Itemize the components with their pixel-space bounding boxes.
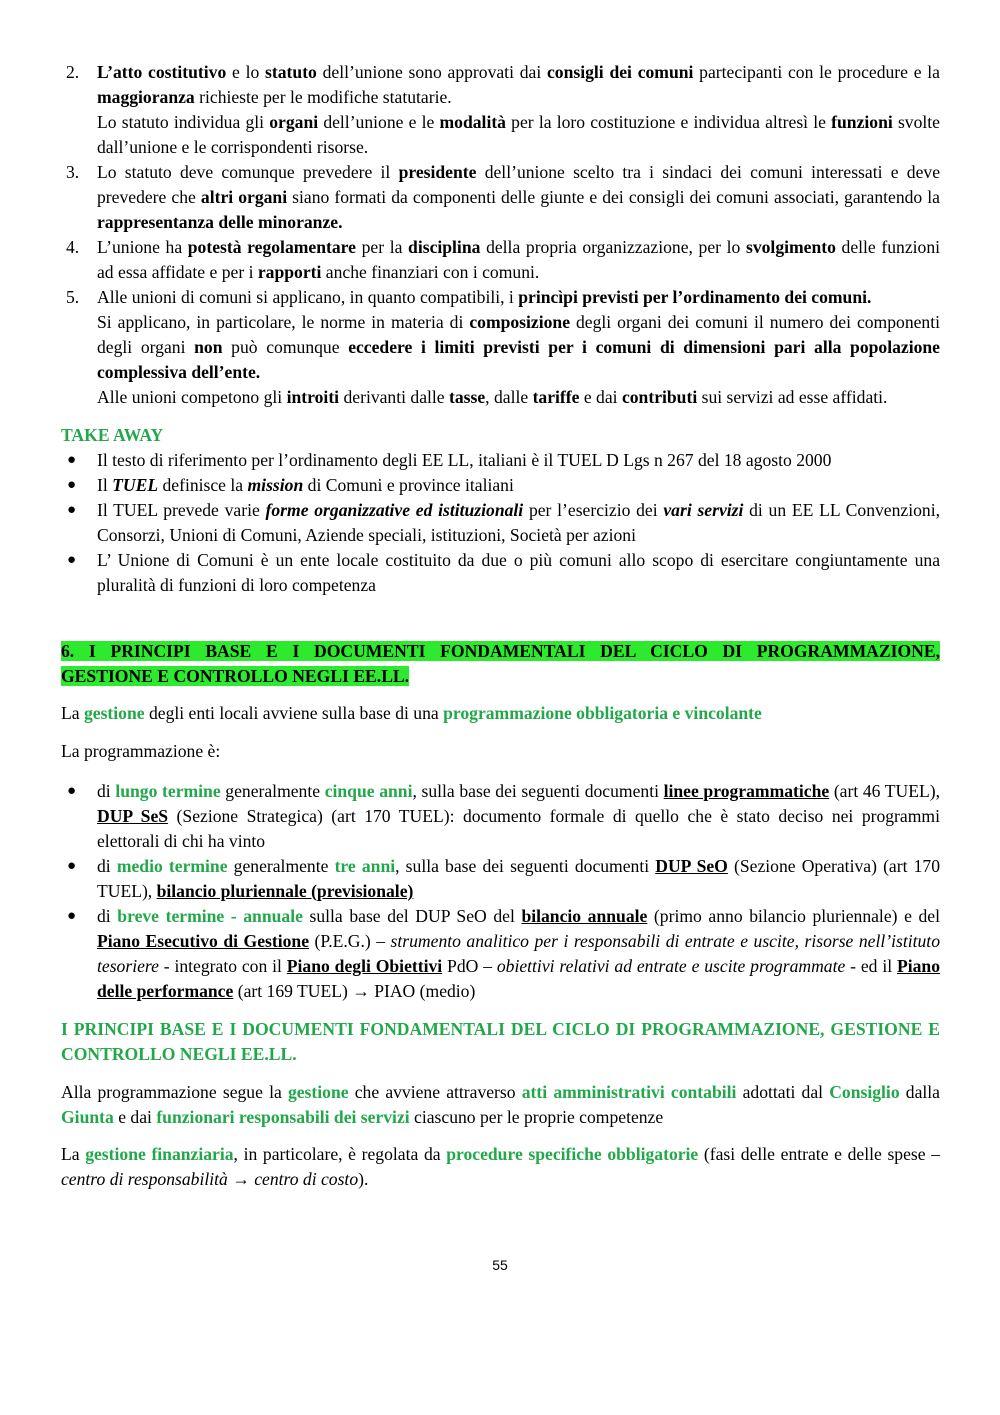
bold-text: princìpi previsti per l’ordinamento dei comuni. <box>518 287 872 307</box>
bold-italic-text: vari servizi <box>663 500 744 520</box>
bullet-icon: ● <box>67 452 77 468</box>
green-emphasis: Giunta <box>61 1107 114 1127</box>
page-body <box>61 60 940 1192</box>
bold-text: contributi <box>621 387 698 407</box>
underlined-term: Piano degli Obiettivi <box>286 956 443 976</box>
bold-italic-text: mission <box>247 475 304 495</box>
bold-text: introiti <box>286 387 340 407</box>
rich-paragraph: Alla programmazione segue la gestione che avviene attraverso atti amministrativi contabili adottati dal Consiglio dalla Giunta e dai funzionari responsabili dei servizi ciascuno per le proprie competenze <box>61 1082 940 1127</box>
bullet-icon: ● <box>67 477 77 493</box>
list-item <box>61 60 940 160</box>
rich-paragraph: Si applicano, in particolare, le norme in materia di composizione degli organi dei comuni il numero dei componenti degli organi non può comunque eccedere i limiti previsti per i comuni di dimensioni pari alla popolazione complessiva dell’ente. <box>97 312 941 382</box>
underlined-term: Piano delle performance <box>97 956 941 1001</box>
green-emphasis: Consiglio <box>829 1082 900 1102</box>
green-emphasis: procedure specifiche obbligatorie <box>446 1144 699 1164</box>
bold-text: modalità <box>439 112 506 132</box>
bold-text: non <box>194 337 223 357</box>
bullet-item <box>61 448 940 473</box>
rich-paragraph: L’atto costitutivo e lo statuto dell’unione sono approvati dai consigli dei comuni partecipanti con le procedure e la maggioranza richieste per le modifiche statutarie. <box>97 62 940 107</box>
rich-paragraph: L’ Unione di Comuni è un ente locale costituito da due o più comuni allo scopo di esercitare congiuntamente una pluralità di funzioni di loro competenza <box>97 550 940 595</box>
rich-paragraph: La gestione degli enti locali avviene sulla base di una programmazione obbligatoria e vincolante <box>61 703 762 723</box>
bold-text: rappresentanza delle minoranze. <box>97 212 343 232</box>
programmazione-label: La programmazione è: <box>61 741 221 761</box>
bold-text: eccedere i limiti previsti per i comuni di dimensioni pari alla popolazione complessiva dell’ente. <box>97 337 940 382</box>
green-emphasis: breve termine - annuale <box>117 906 303 926</box>
section-heading-line: 6. I PRINCIPI BASE E I DOCUMENTI FONDAMENTALI DEL CICLO DI PROGRAMMAZIONE, <box>61 641 940 661</box>
underlined-term: linee programmatiche <box>663 781 830 801</box>
bold-text: altri organi <box>200 187 288 207</box>
bold-text: svolgimento <box>745 237 836 257</box>
bold-italic-text: TUEL <box>112 475 159 495</box>
list-item-number: 2. <box>66 62 80 82</box>
list-item <box>61 285 940 410</box>
italic-text: centro di responsabilità <box>61 1169 228 1189</box>
bullet-item <box>61 548 940 598</box>
italic-text: strumento analitico per i responsabili di entrate e uscite, risorse nell’istituto tesoriere <box>97 931 940 976</box>
list-item-number: 3. <box>66 162 80 182</box>
green-emphasis: tre anni <box>334 856 396 876</box>
green-emphasis: gestione <box>83 703 145 723</box>
takeaway-section <box>61 423 940 598</box>
rich-paragraph: Lo statuto deve comunque prevedere il presidente dell’unione scelto tra i sindaci dei comuni interessati e deve prevedere che altri organi siano formati da componenti delle giunte e dei consigli dei comuni associati, garantendo la rappresentanza delle minoranze. <box>97 162 941 232</box>
rich-paragraph: di breve termine - annuale sulla base del DUP SeO del bilancio annuale (primo anno bilancio pluriennale) e del Piano Esecutivo di Gestione (P.E.G.) – strumento analitico per i responsabili di entrate e uscite, risorse nell’istituto tesoriere - integrato con il Piano degli Obiettivi PdO – obiettivi relativi ad entrate e uscite programmate - ed il Piano delle performance (art 169 TUEL) → PIAO (medio) <box>97 906 941 1001</box>
bold-text: presidente <box>398 162 477 182</box>
list-item <box>61 235 940 285</box>
bold-text: consigli dei comuni <box>546 62 694 82</box>
italic-text: obiettivi relativi ad entrate e uscite programmate <box>496 956 846 976</box>
bullet-icon: ● <box>67 858 77 874</box>
bold-text: funzioni <box>831 112 893 132</box>
rich-paragraph: Alle unioni competono gli introiti derivanti dalle tasse, dalle tariffe e dai contributi sui servizi ad esse affidati. <box>97 387 888 407</box>
bullet-icon: ● <box>67 502 77 518</box>
bullet-item <box>61 854 940 904</box>
bold-text: composizione <box>469 312 571 332</box>
bullet-item <box>61 498 940 548</box>
rich-paragraph: Il TUEL prevede varie forme organizzative ed istituzionali per l’esercizio dei vari servizi di un EE LL Convenzioni, Consorzi, Unioni di Comuni, Aziende speciali, istituzioni, Società per azioni <box>97 500 940 545</box>
underlined-term: DUP SeS <box>97 806 169 826</box>
green-emphasis: cinque anni <box>324 781 413 801</box>
bold-text: maggioranza <box>97 87 195 107</box>
rich-paragraph: Il TUEL definisce la mission di Comuni e province italiani <box>97 475 514 495</box>
takeaway-title: TAKE AWAY <box>61 425 164 445</box>
rich-paragraph: di medio termine generalmente tre anni, sulla base dei seguenti documenti DUP SeO (Sezione Operativa) (art 170 TUEL), bilancio pluriennale (previsionale) <box>97 856 941 901</box>
rich-paragraph: Alle unioni di comuni si applicano, in quanto compatibili, i princìpi previsti per l’ordinamento dei comuni. <box>97 287 872 307</box>
bullet-item <box>61 473 940 498</box>
bullet-icon: ● <box>67 783 77 799</box>
underlined-term: DUP SeO <box>655 856 728 876</box>
section-subheading: I PRINCIPI BASE E I DOCUMENTI FONDAMENTALI DEL CICLO DI PROGRAMMAZIONE, GESTIONE E CONTROLLO NEGLI EE.LL. <box>61 1019 940 1064</box>
rich-paragraph: di lungo termine generalmente cinque anni, sulla base dei seguenti documenti linee programmatiche (art 46 TUEL), DUP SeS (Sezione Strategica) (art 170 TUEL): documento formale di quello che è stato deciso nei programmi elettorali di chi ha vinto <box>97 781 940 851</box>
bullet-item <box>61 779 940 854</box>
rich-paragraph: L’unione ha potestà regolamentare per la disciplina della propria organizzazione, per lo svolgimento delle funzioni ad essa affidate e per i rapporti anche finanziari con i comuni. <box>97 237 941 282</box>
green-emphasis: medio termine <box>116 856 228 876</box>
list-item <box>61 160 940 235</box>
section-heading <box>61 639 940 689</box>
page-number: 55 <box>492 1257 508 1273</box>
underlined-term: bilancio pluriennale (previsionale) <box>156 881 414 901</box>
green-emphasis: gestione finanziaria <box>85 1144 234 1164</box>
bold-text: organi <box>269 112 319 132</box>
underlined-term: bilancio annuale <box>521 906 648 926</box>
bold-text: statuto <box>265 62 317 82</box>
rich-paragraph: La gestione finanziaria, in particolare, è regolata da procedure specifiche obbligatorie (fasi delle entrate e delle spese – centro di responsabilità → centro di costo). <box>61 1144 940 1189</box>
green-emphasis: gestione <box>287 1082 349 1102</box>
rich-paragraph: Il testo di riferimento per l’ordinamento degli EE LL, italiani è il TUEL D Lgs n 267 del 18 agosto 2000 <box>97 450 832 470</box>
bullet-icon: ● <box>67 552 77 568</box>
list-item-number: 5. <box>66 287 80 307</box>
bold-text: potestà regolamentare <box>187 237 356 257</box>
bullet-icon: ● <box>67 908 77 924</box>
italic-text: centro di costo <box>254 1169 359 1189</box>
bullet-item <box>61 904 940 1004</box>
green-emphasis: funzionari responsabili dei servizi <box>156 1107 410 1127</box>
green-emphasis: lungo termine <box>115 781 221 801</box>
green-emphasis: atti amministrativi contabili <box>521 1082 737 1102</box>
bold-text: L’atto costitutivo <box>97 62 227 82</box>
underlined-term: Piano Esecutivo di Gestione <box>97 931 310 951</box>
numbered-list <box>61 60 940 410</box>
programmazione-list <box>61 779 940 1004</box>
green-emphasis: programmazione obbligatoria e vincolante <box>443 703 762 723</box>
bold-italic-text: forme organizzative ed istituzionali <box>265 500 524 520</box>
bold-text: tariffe <box>532 387 580 407</box>
bold-text: rapporti <box>257 262 322 282</box>
list-item-number: 4. <box>66 237 80 257</box>
bold-text: disciplina <box>408 237 481 257</box>
section-heading-line: GESTIONE E CONTROLLO NEGLI EE.LL. <box>61 666 410 686</box>
rich-paragraph: Lo statuto individua gli organi dell’unione e le modalità per la loro costituzione e individua altresì le funzioni svolte dall’unione e le corrispondenti risorse. <box>97 112 940 157</box>
bold-text: tasse <box>449 387 486 407</box>
